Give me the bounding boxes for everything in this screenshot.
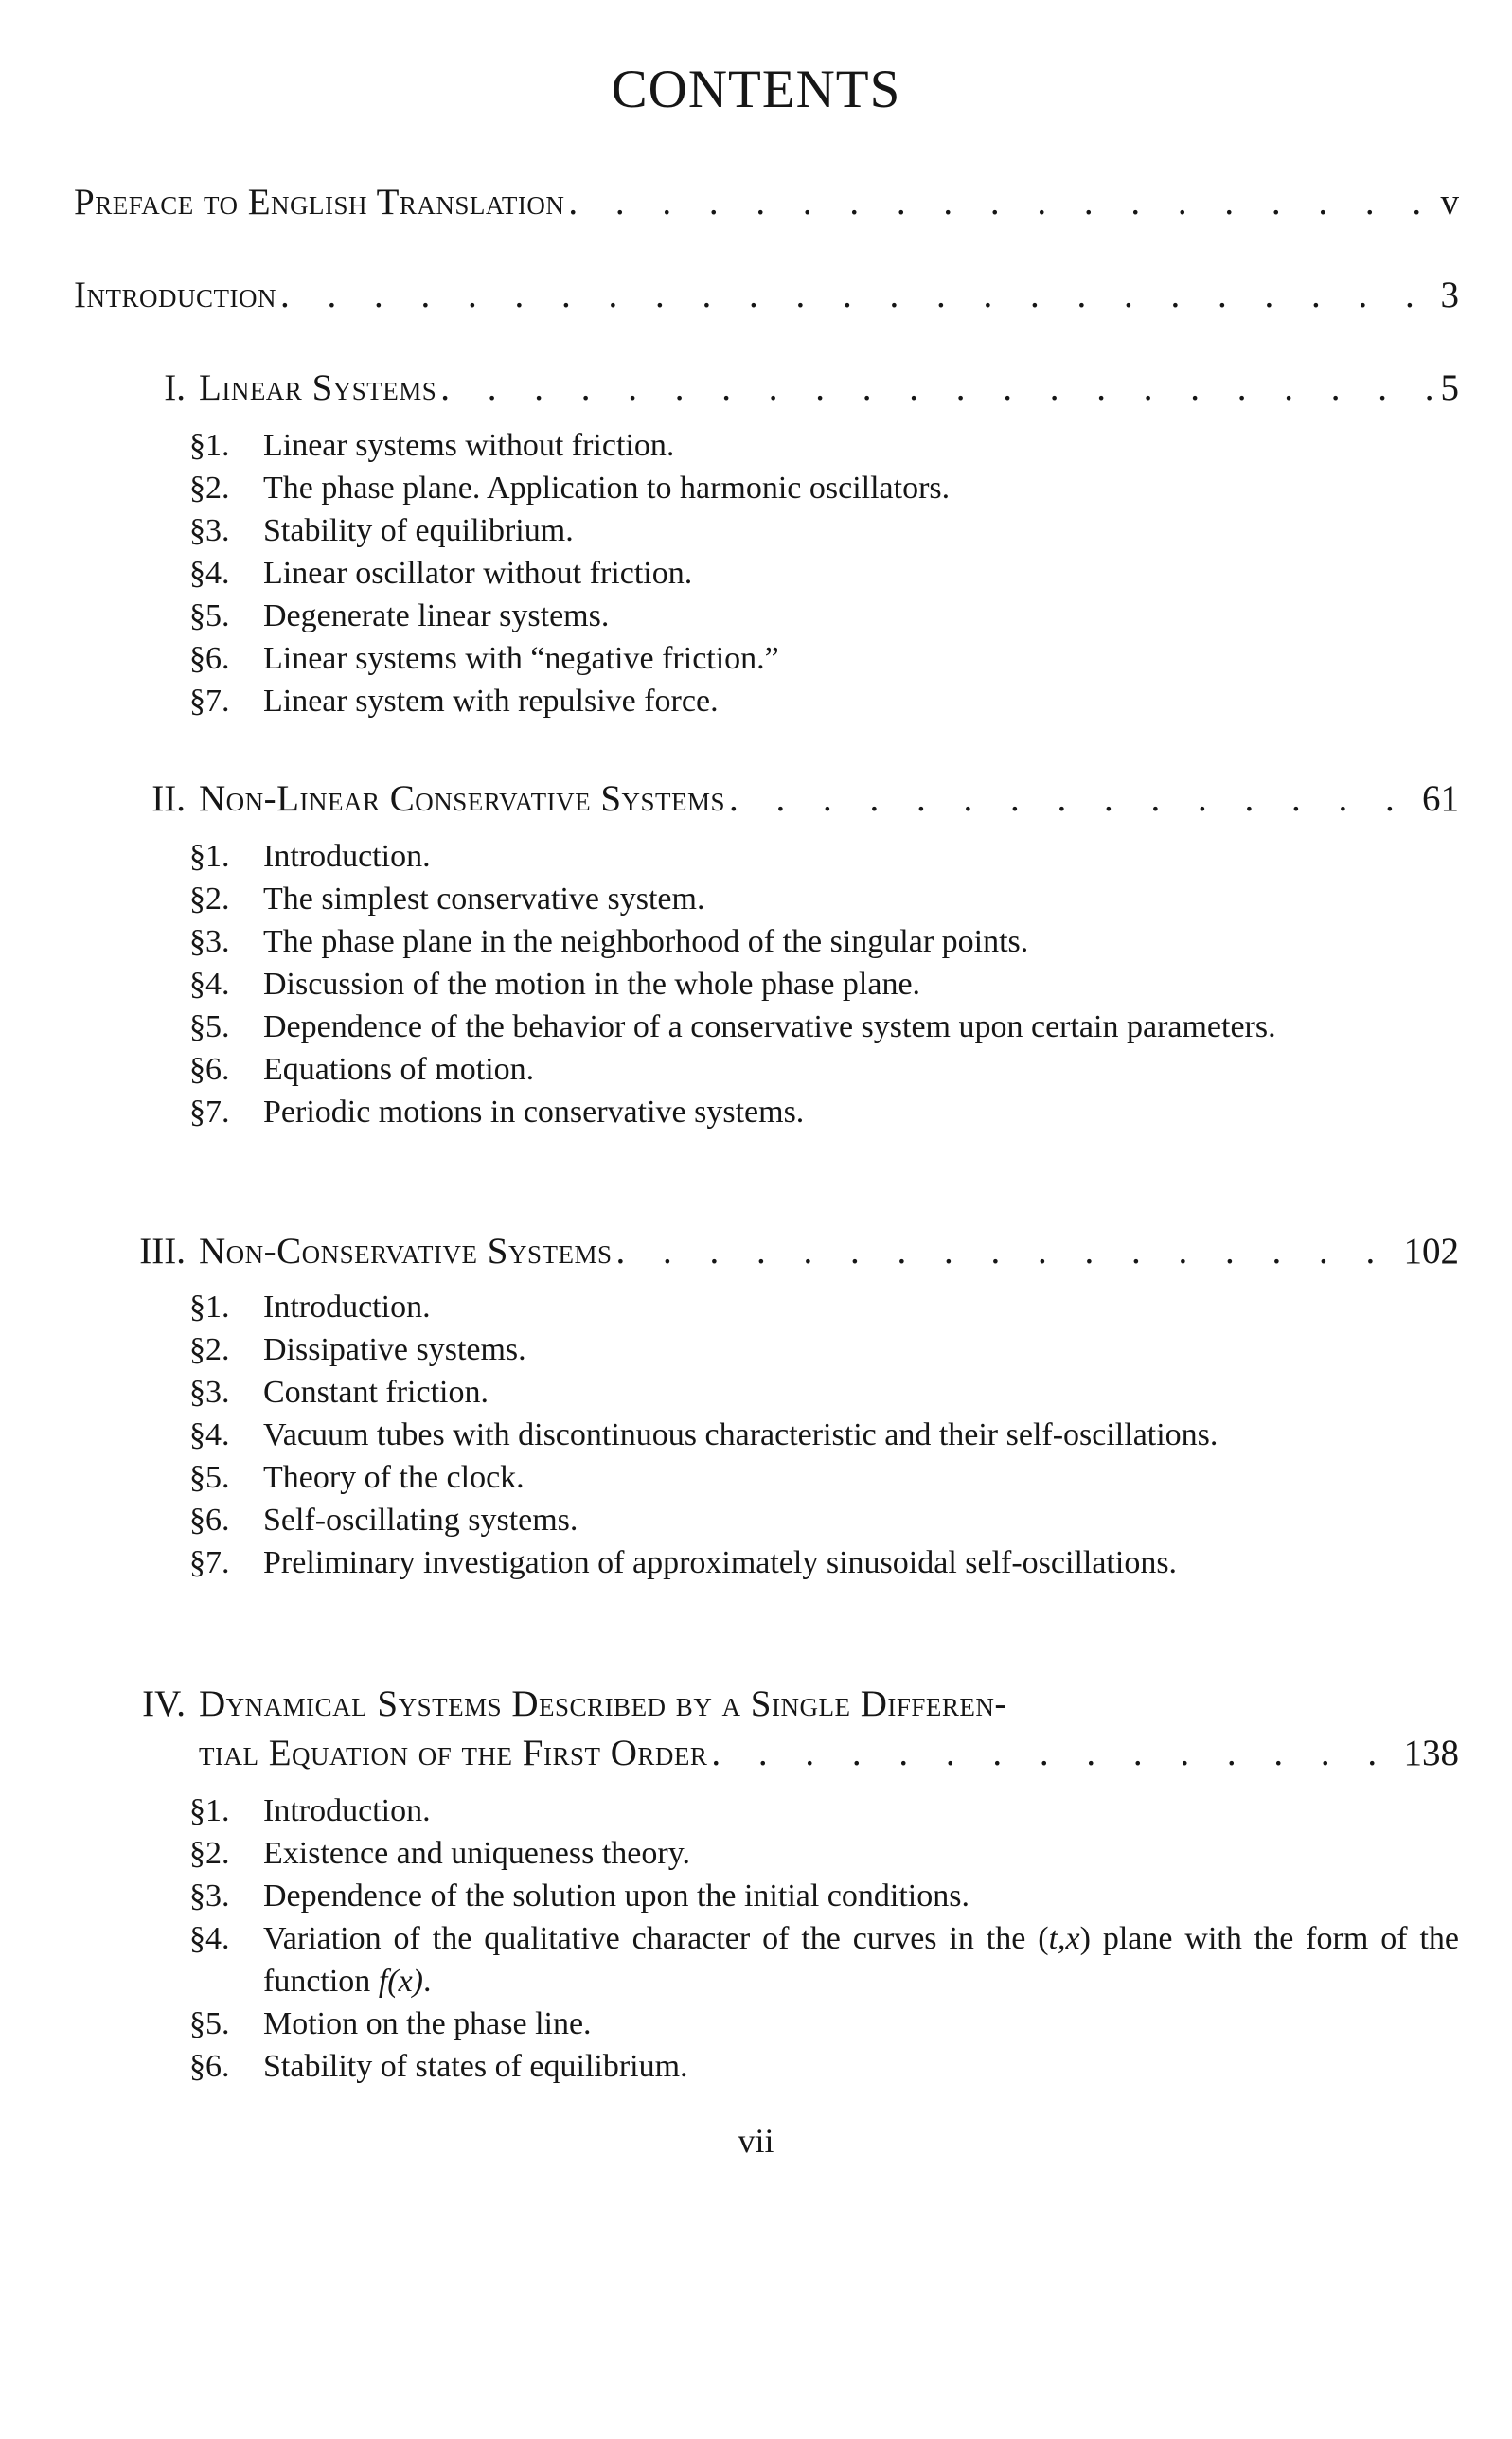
page-number: v xyxy=(1440,182,1459,223)
section-number: §1. xyxy=(189,1290,230,1325)
section-list-chapter-2 xyxy=(189,835,1459,1133)
section-number: §5. xyxy=(189,2006,230,2041)
section-item[interactable] xyxy=(189,424,1459,467)
section-item[interactable] xyxy=(189,1832,1459,1875)
page-number: 61 xyxy=(1422,778,1459,819)
dot-leader xyxy=(276,274,1432,316)
section-number: §7. xyxy=(189,684,230,719)
section-item[interactable] xyxy=(189,2003,1459,2045)
chapter-title-line-1 xyxy=(47,1676,1459,1725)
section-number: §6. xyxy=(189,1052,230,1087)
section-item[interactable] xyxy=(189,1286,1459,1328)
section-number: §4. xyxy=(189,967,230,1002)
section-title: Degenerate linear systems. xyxy=(263,598,610,633)
section-item[interactable] xyxy=(189,1875,1459,1917)
dot-leader xyxy=(436,366,1431,409)
chapter-number: II. xyxy=(151,778,186,819)
chapter-title: Linear Systems xyxy=(199,367,437,408)
section-title: Periodic motions in conservative systems. xyxy=(263,1095,805,1130)
section-item[interactable] xyxy=(189,509,1459,552)
section-title: The simplest conservative system. xyxy=(263,881,705,917)
section-title: Vacuum tubes with discontinuous characteristic and their self-oscillations. xyxy=(263,1417,1218,1452)
section-number: §7. xyxy=(189,1095,230,1130)
section-item[interactable] xyxy=(189,1414,1459,1456)
section-item[interactable] xyxy=(189,1917,1459,2003)
section-number: §1. xyxy=(189,1793,230,1828)
section-title-part: . xyxy=(423,1964,432,1999)
section-title: Motion on the phase line. xyxy=(263,2006,592,2041)
section-title: Self-oscillating systems. xyxy=(263,1503,578,1538)
section-title: Constant friction. xyxy=(263,1375,489,1410)
section-number: §1. xyxy=(189,428,230,463)
section-number: §5. xyxy=(189,598,230,633)
dot-leader xyxy=(725,777,1413,820)
section-item[interactable] xyxy=(189,835,1459,878)
dot-leader xyxy=(707,1732,1394,1774)
math-function: f(x) xyxy=(378,1964,423,1999)
section-title: Linear systems without friction. xyxy=(263,428,675,463)
toc-chapter-4[interactable] xyxy=(47,1676,1459,1774)
section-item[interactable] xyxy=(189,1456,1459,1499)
page-folio: vii xyxy=(738,2122,774,2160)
section-title: Introduction. xyxy=(263,1290,431,1325)
section-list-chapter-1 xyxy=(189,424,1459,722)
section-item[interactable] xyxy=(189,1371,1459,1414)
section-title: Dependence of the solution upon the initial conditions. xyxy=(263,1878,969,1914)
section-title: Linear system with repulsive force. xyxy=(263,684,719,719)
section-item[interactable] xyxy=(189,595,1459,637)
toc-chapter-3[interactable] xyxy=(47,1220,1459,1273)
toc-chapter-1[interactable] xyxy=(47,356,1459,409)
section-number: §3. xyxy=(189,513,230,548)
section-item[interactable] xyxy=(189,1091,1459,1133)
section-title: Discussion of the motion in the whole phase plane. xyxy=(263,967,921,1002)
section-item[interactable] xyxy=(189,552,1459,595)
page-number: 5 xyxy=(1440,367,1459,408)
section-title: Preliminary investigation of approximately sinusoidal self-oscillations. xyxy=(263,1545,1178,1580)
section-title xyxy=(263,1917,1459,2003)
toc-chapter-2[interactable] xyxy=(47,767,1459,820)
section-number: §3. xyxy=(189,1878,230,1914)
page-number: 3 xyxy=(1440,275,1459,315)
section-item[interactable] xyxy=(189,1541,1459,1584)
section-item[interactable] xyxy=(189,1328,1459,1371)
section-title: Stability of equilibrium. xyxy=(263,513,574,548)
math-variable: t,x xyxy=(1048,1921,1080,1956)
section-item[interactable] xyxy=(189,1048,1459,1091)
chapter-title: Non-Linear Conservative Systems xyxy=(199,778,726,819)
section-title: Linear systems with “negative friction.” xyxy=(263,641,779,676)
section-number: §3. xyxy=(189,924,230,959)
chapter-title-continued: tial Equation of the First Order xyxy=(199,1733,708,1773)
section-title: The phase plane. Application to harmonic oscillators. xyxy=(263,471,951,506)
section-title: Existence and uniqueness theory. xyxy=(263,1836,690,1871)
section-number: §7. xyxy=(189,1545,230,1580)
dot-leader xyxy=(612,1230,1394,1273)
section-number: §2. xyxy=(189,471,230,506)
toc-entry-preface[interactable] xyxy=(74,170,1459,223)
entry-title: Preface to English Translation xyxy=(74,182,565,223)
section-title: Dependence of the behavior of a conservative system upon certain parameters. xyxy=(263,1009,1276,1044)
chapter-title-line-2 xyxy=(47,1725,1459,1774)
toc-entry-introduction[interactable] xyxy=(74,263,1459,316)
dot-leader xyxy=(564,181,1431,223)
chapter-title: Dynamical Systems Described by a Single Differen- xyxy=(199,1683,1007,1724)
section-list-chapter-3 xyxy=(189,1286,1459,1584)
section-title: Introduction. xyxy=(263,1793,431,1828)
section-number: §2. xyxy=(189,1836,230,1871)
section-number: §4. xyxy=(189,1921,230,1956)
section-title: Introduction. xyxy=(263,839,431,874)
section-item[interactable] xyxy=(189,1006,1459,1048)
entry-title: Introduction xyxy=(74,275,276,315)
section-title: Stability of states of equilibrium. xyxy=(263,2049,688,2084)
section-item[interactable] xyxy=(189,467,1459,509)
section-item[interactable] xyxy=(189,963,1459,1006)
section-number: §4. xyxy=(189,1417,230,1452)
section-list-chapter-4 xyxy=(189,1789,1459,2088)
section-number: §5. xyxy=(189,1460,230,1495)
chapter-title: Non-Conservative Systems xyxy=(199,1231,613,1272)
section-item[interactable] xyxy=(189,1499,1459,1541)
page-number: 102 xyxy=(1403,1231,1459,1272)
section-item[interactable] xyxy=(189,2045,1459,2088)
section-number: §4. xyxy=(189,556,230,591)
page-number: 138 xyxy=(1403,1733,1459,1773)
section-number: §1. xyxy=(189,839,230,874)
section-item[interactable] xyxy=(189,1789,1459,1832)
section-number: §6. xyxy=(189,1503,230,1538)
section-number: §6. xyxy=(189,641,230,676)
section-item[interactable] xyxy=(189,878,1459,920)
section-title: Dissipative systems. xyxy=(263,1332,526,1367)
section-number: §6. xyxy=(189,2049,230,2084)
section-number: §3. xyxy=(189,1375,230,1410)
section-item[interactable] xyxy=(189,920,1459,963)
section-title: The phase plane in the neighborhood of the singular points. xyxy=(263,924,1029,959)
section-number: §2. xyxy=(189,1332,230,1367)
section-item[interactable] xyxy=(189,637,1459,680)
section-item[interactable] xyxy=(189,680,1459,722)
chapter-number: I. xyxy=(164,367,186,408)
section-number: §5. xyxy=(189,1009,230,1044)
page-title: CONTENTS xyxy=(611,60,901,119)
section-title: Equations of motion. xyxy=(263,1052,535,1087)
chapter-number: IV. xyxy=(142,1683,186,1724)
section-title: Theory of the clock. xyxy=(263,1460,525,1495)
section-title: Linear oscillator without friction. xyxy=(263,556,693,591)
section-title-part: ) plane with the form of the function xyxy=(263,1921,1459,1999)
section-number: §2. xyxy=(189,881,230,917)
section-title-part: Variation of the qualitative character of the curves in the ( xyxy=(263,1921,1049,1956)
chapter-number: III. xyxy=(139,1231,186,1272)
